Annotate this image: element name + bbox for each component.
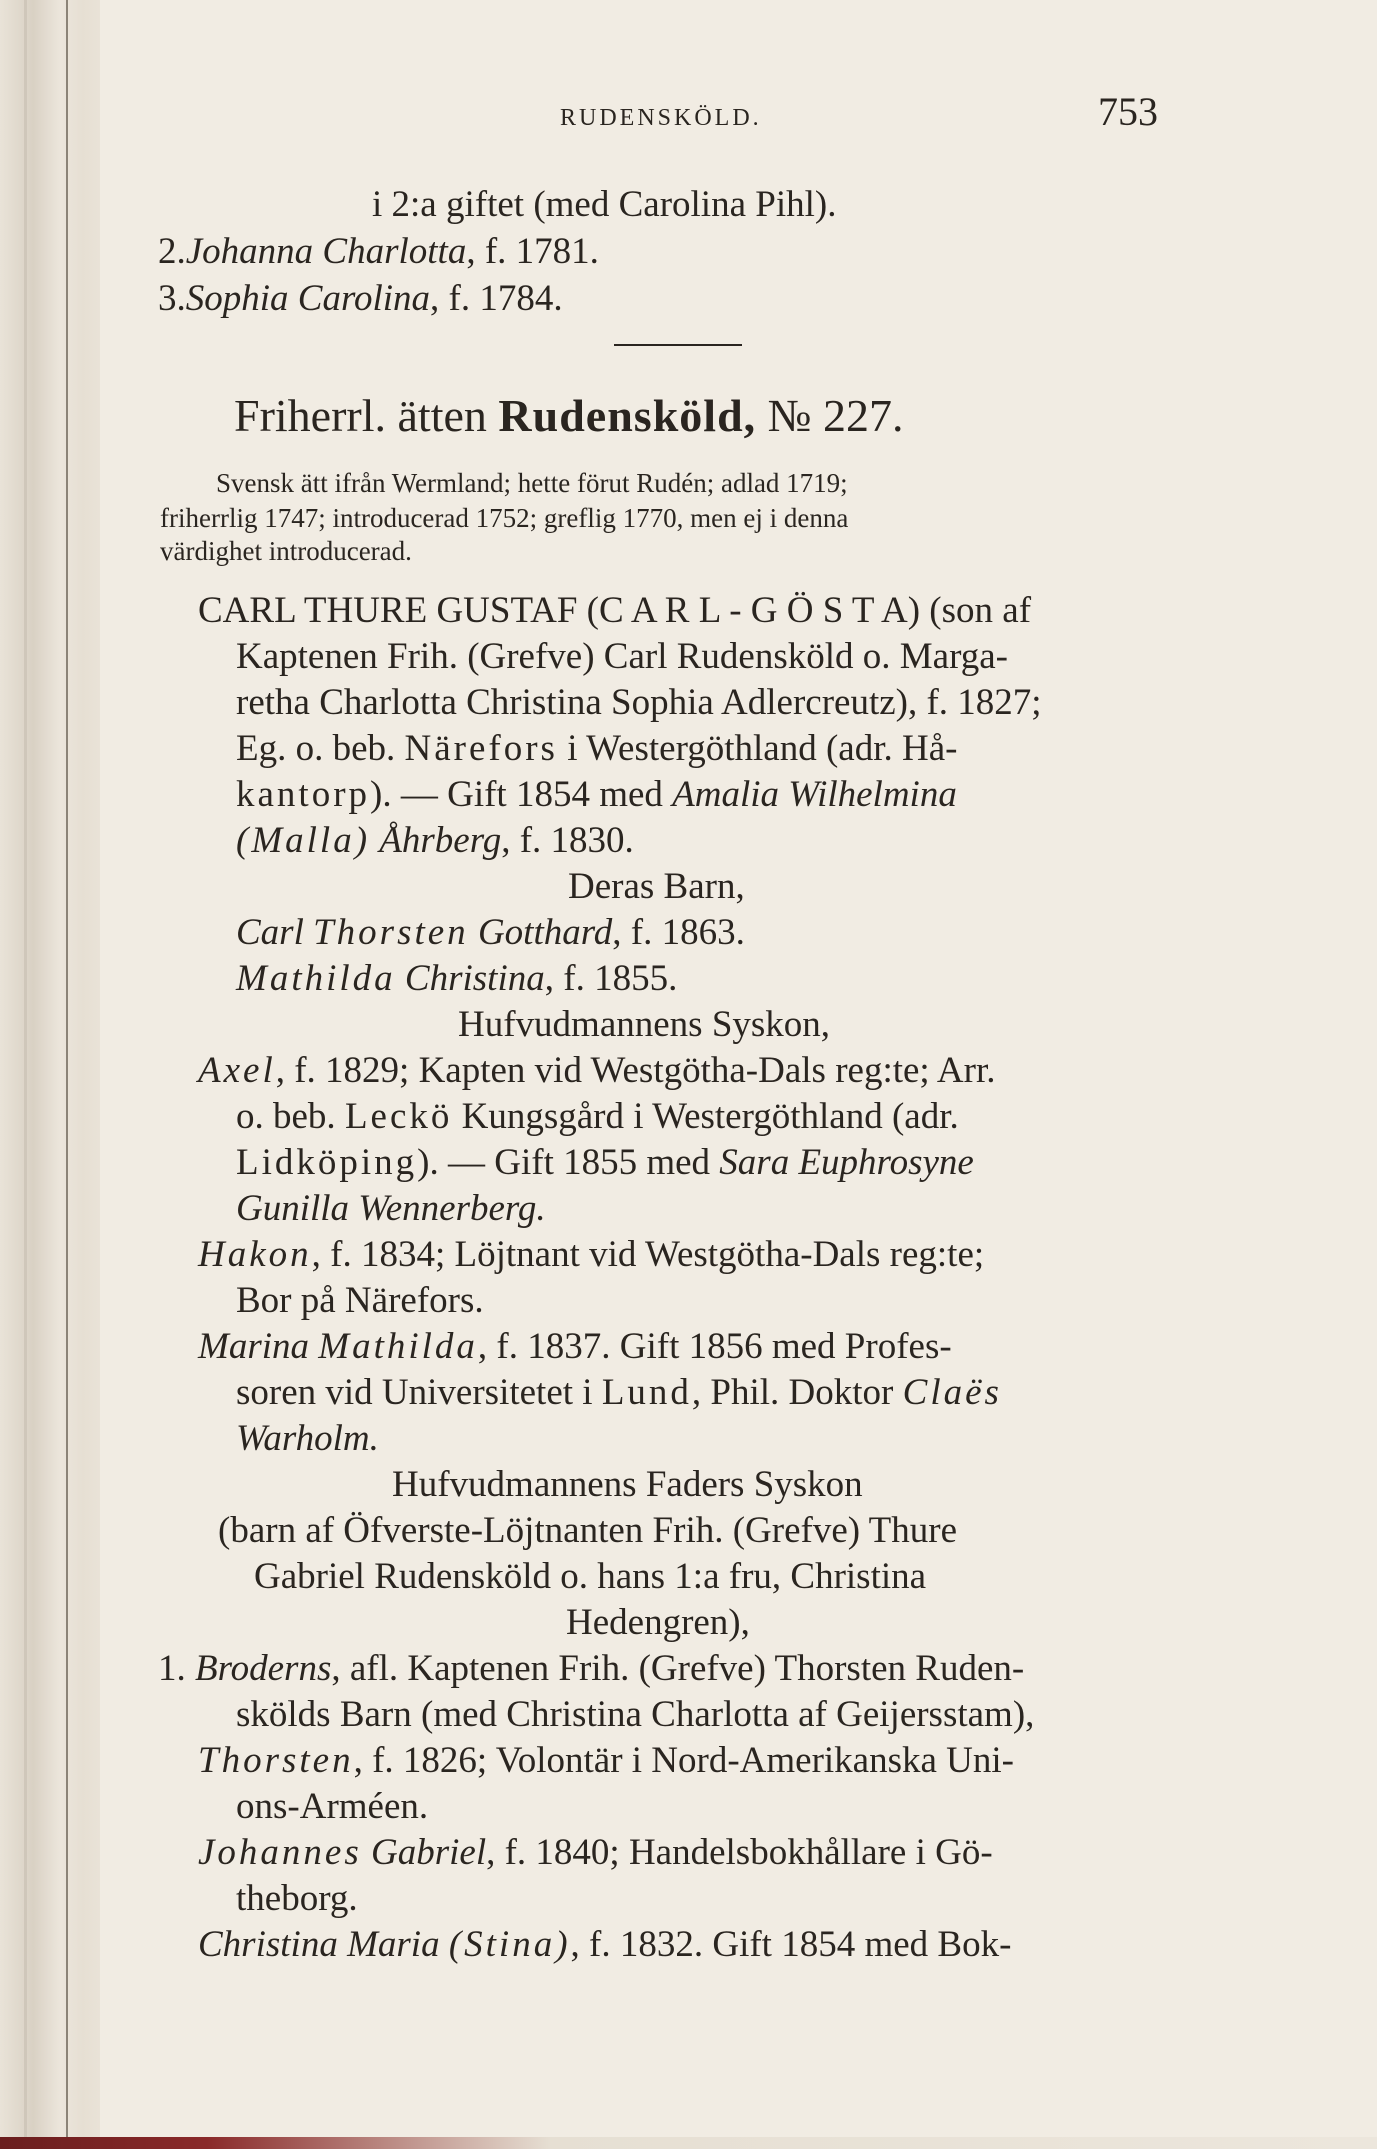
text-line: 2.Johanna Charlotta, f. 1781. — [158, 231, 599, 272]
text-line: Axel, f. 1829; Kapten vid Westgötha-Dals reg:te; Arr. — [198, 1050, 996, 1091]
subheading: Hufvudmannens Faders Syskon — [392, 1464, 863, 1505]
text-line: skölds Barn (med Christina Charlotta af Geijersstam), — [236, 1694, 1035, 1735]
text-line: Johannes Gabriel, f. 1840; Handelsbokhållare i Gö- — [198, 1832, 993, 1873]
book-spine-shadow — [0, 0, 110, 2149]
subheading: Deras Barn, — [568, 866, 745, 907]
text-line: Marina Mathilda, f. 1837. Gift 1856 med Profes- — [198, 1326, 952, 1367]
text-line: kantorp). — Gift 1854 med Amalia Wilhelmina — [236, 774, 957, 815]
text-line: 3.Sophia Carolina, f. 1784. — [158, 278, 563, 319]
text-line: Thorsten, f. 1826; Volontär i Nord-Amerikanska Uni- — [198, 1740, 1014, 1781]
text-line: retha Charlotta Christina Sophia Adlercreutz), f. 1827; — [236, 682, 1042, 723]
text-line: ons-Arméen. — [236, 1786, 429, 1827]
subheading: Hedengren), — [566, 1602, 750, 1643]
text-line: Mathilda Christina, f. 1855. — [236, 958, 678, 999]
page-number: 753 — [1098, 89, 1158, 134]
text-line: Christina Maria (Stina), f. 1832. Gift 1854 med Bok- — [198, 1924, 1012, 1965]
section-rule — [614, 344, 742, 346]
note-line: värdighet introducerad. — [160, 536, 412, 566]
spine-crease — [24, 0, 27, 2149]
text-line: Eg. o. beb. Närefors i Westergöthland (adr. Hå- — [236, 728, 958, 769]
text-line: Warholm. — [236, 1418, 379, 1459]
text-line: soren vid Universitetet i Lund, Phil. Doktor Claës — [236, 1372, 1002, 1413]
text-line: 1. Broderns, afl. Kaptenen Frih. (Grefve) Thorsten Ruden- — [158, 1648, 1025, 1689]
text-line: theborg. — [236, 1878, 358, 1919]
subheading: (barn af Öfverste-Löjtnanten Frih. (Grefve) Thure — [218, 1510, 958, 1551]
note-line: Svensk ätt ifrån Wermland; hette förut Rudén; adlad 1719; — [216, 468, 848, 498]
gutter-line — [66, 0, 68, 2149]
subheading: Gabriel Rudensköld o. hans 1:a fru, Christina — [254, 1556, 927, 1597]
text-line: Hakon, f. 1834; Löjtnant vid Westgötha-Dals reg:te; — [198, 1234, 985, 1275]
text-line: Kaptenen Frih. (Grefve) Carl Rudensköld o. Marga- — [236, 636, 1008, 677]
running-header: RUDENSKÖLD. — [560, 105, 762, 131]
section-title: Friherrl. ätten Rudensköld, № 227. — [234, 390, 904, 441]
text-line: Lidköping). — Gift 1855 med Sara Euphrosyne — [236, 1142, 974, 1183]
page-edge — [0, 2137, 1377, 2149]
text-line: Carl Thorsten Gotthard, f. 1863. — [236, 912, 745, 953]
text-line: Gunilla Wennerberg. — [236, 1188, 546, 1229]
text-line: i 2:a giftet (med Carolina Pihl). — [372, 184, 837, 225]
text-line: (Malla) Åhrberg, f. 1830. — [236, 820, 634, 861]
text-line: Bor på Närefors. — [236, 1280, 484, 1321]
text-line: CARL THURE GUSTAF (C A R L - G Ö S T A) (son af — [198, 590, 1032, 631]
subheading: Hufvudmannens Syskon, — [458, 1004, 831, 1045]
note-line: friherrlig 1747; introducerad 1752; greflig 1770, men ej i denna — [160, 503, 849, 533]
text-line: o. beb. Leckö Kungsgård i Westergöthland (adr. — [236, 1096, 959, 1137]
